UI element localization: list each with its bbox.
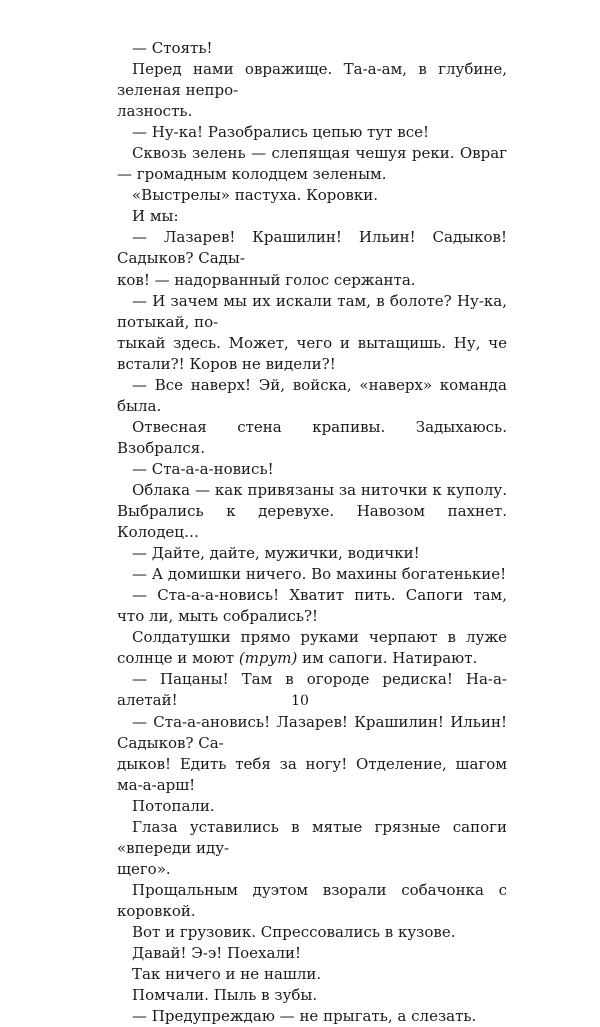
paragraph: — Все наверх! Эй, войска, «наверх» команда была. <box>117 375 507 415</box>
paragraph: — Дайте, дайте, мужички, водички! <box>132 544 420 563</box>
paragraph: — Стоять! <box>132 39 213 57</box>
paragraph: — А домишки ничего. Во махины богатенькие! <box>132 565 507 584</box>
page-number: 10 <box>291 693 309 709</box>
paragraph: Солдатушки прямо руками черпают в луже солнце и моют (трут) им сапоги. Натирают. <box>117 628 507 668</box>
paragraph: — Ста-а-а-новись! Хватит пить. Сапоги там, что ли, мыть собрались?! <box>117 586 507 626</box>
paragraph: — Ста-а-ановись! Лазарев! Крашилин! Ильин! Садыков? Са- дыков! Едить тебя за ногу! Отделение, шагом ма-а-арш! <box>117 712 507 794</box>
paragraph: Потопали. <box>132 796 215 815</box>
paragraph: Сквозь зелень — слепящая чешуя реки. Овраг — громадным колодцем зеленым. <box>117 144 507 184</box>
paragraph: — Пацаны! Там в огороде редиска! На-а-алетай! <box>117 670 507 710</box>
paragraph: «Выстрелы» пастуха. Коровки. <box>132 186 378 205</box>
paragraph: Так ничего и не нашли. <box>132 965 322 984</box>
paragraph: — Ста-а-а-новись! <box>132 459 274 478</box>
paragraph: Облака — как привязаны за ниточки к куполу. Выбрались к деревухе. Навозом пахнет. Колодец… <box>117 480 507 542</box>
paragraph: Прощальным дуэтом взорали собачонка с коровкой. <box>117 880 507 920</box>
paragraph: Перед нами овражище. Та-а-ам, в глубине, зеленая непро- лазность. <box>117 60 507 121</box>
paragraph: — Предупреждаю — не прыгать, а слезать. <box>132 1007 477 1026</box>
paragraph: Помчали. Пыль в зубы. <box>132 986 318 1005</box>
paragraph: Давай! Э-э! Поехали! <box>132 944 302 963</box>
paragraph: — Лазарев! Крашилин! Ильин! Садыков! Садыков? Сады- ков! — надорванный голос сержанта. <box>117 228 507 289</box>
paragraph: Глаза уставились в мятые грязные сапоги «впереди иду- щего». <box>117 817 507 878</box>
paragraph: И мы: <box>132 207 179 226</box>
paragraph: Отвесная стена крапивы. Задыхаюсь. Взобрался. <box>117 417 507 457</box>
body-text <box>117 38 507 1027</box>
paragraph: Вот и грузовик. Спрессовались в кузове. <box>132 922 456 941</box>
paragraph: — Ну-ка! Разобрались цепью тут все! <box>132 123 429 142</box>
paragraph: — И зачем мы их искали там, в болоте? Ну-ка, потыкай, по- тыкай здесь. Может, чего и вытащишь. Ну, че встали?! Коров не видели?! <box>117 291 507 373</box>
